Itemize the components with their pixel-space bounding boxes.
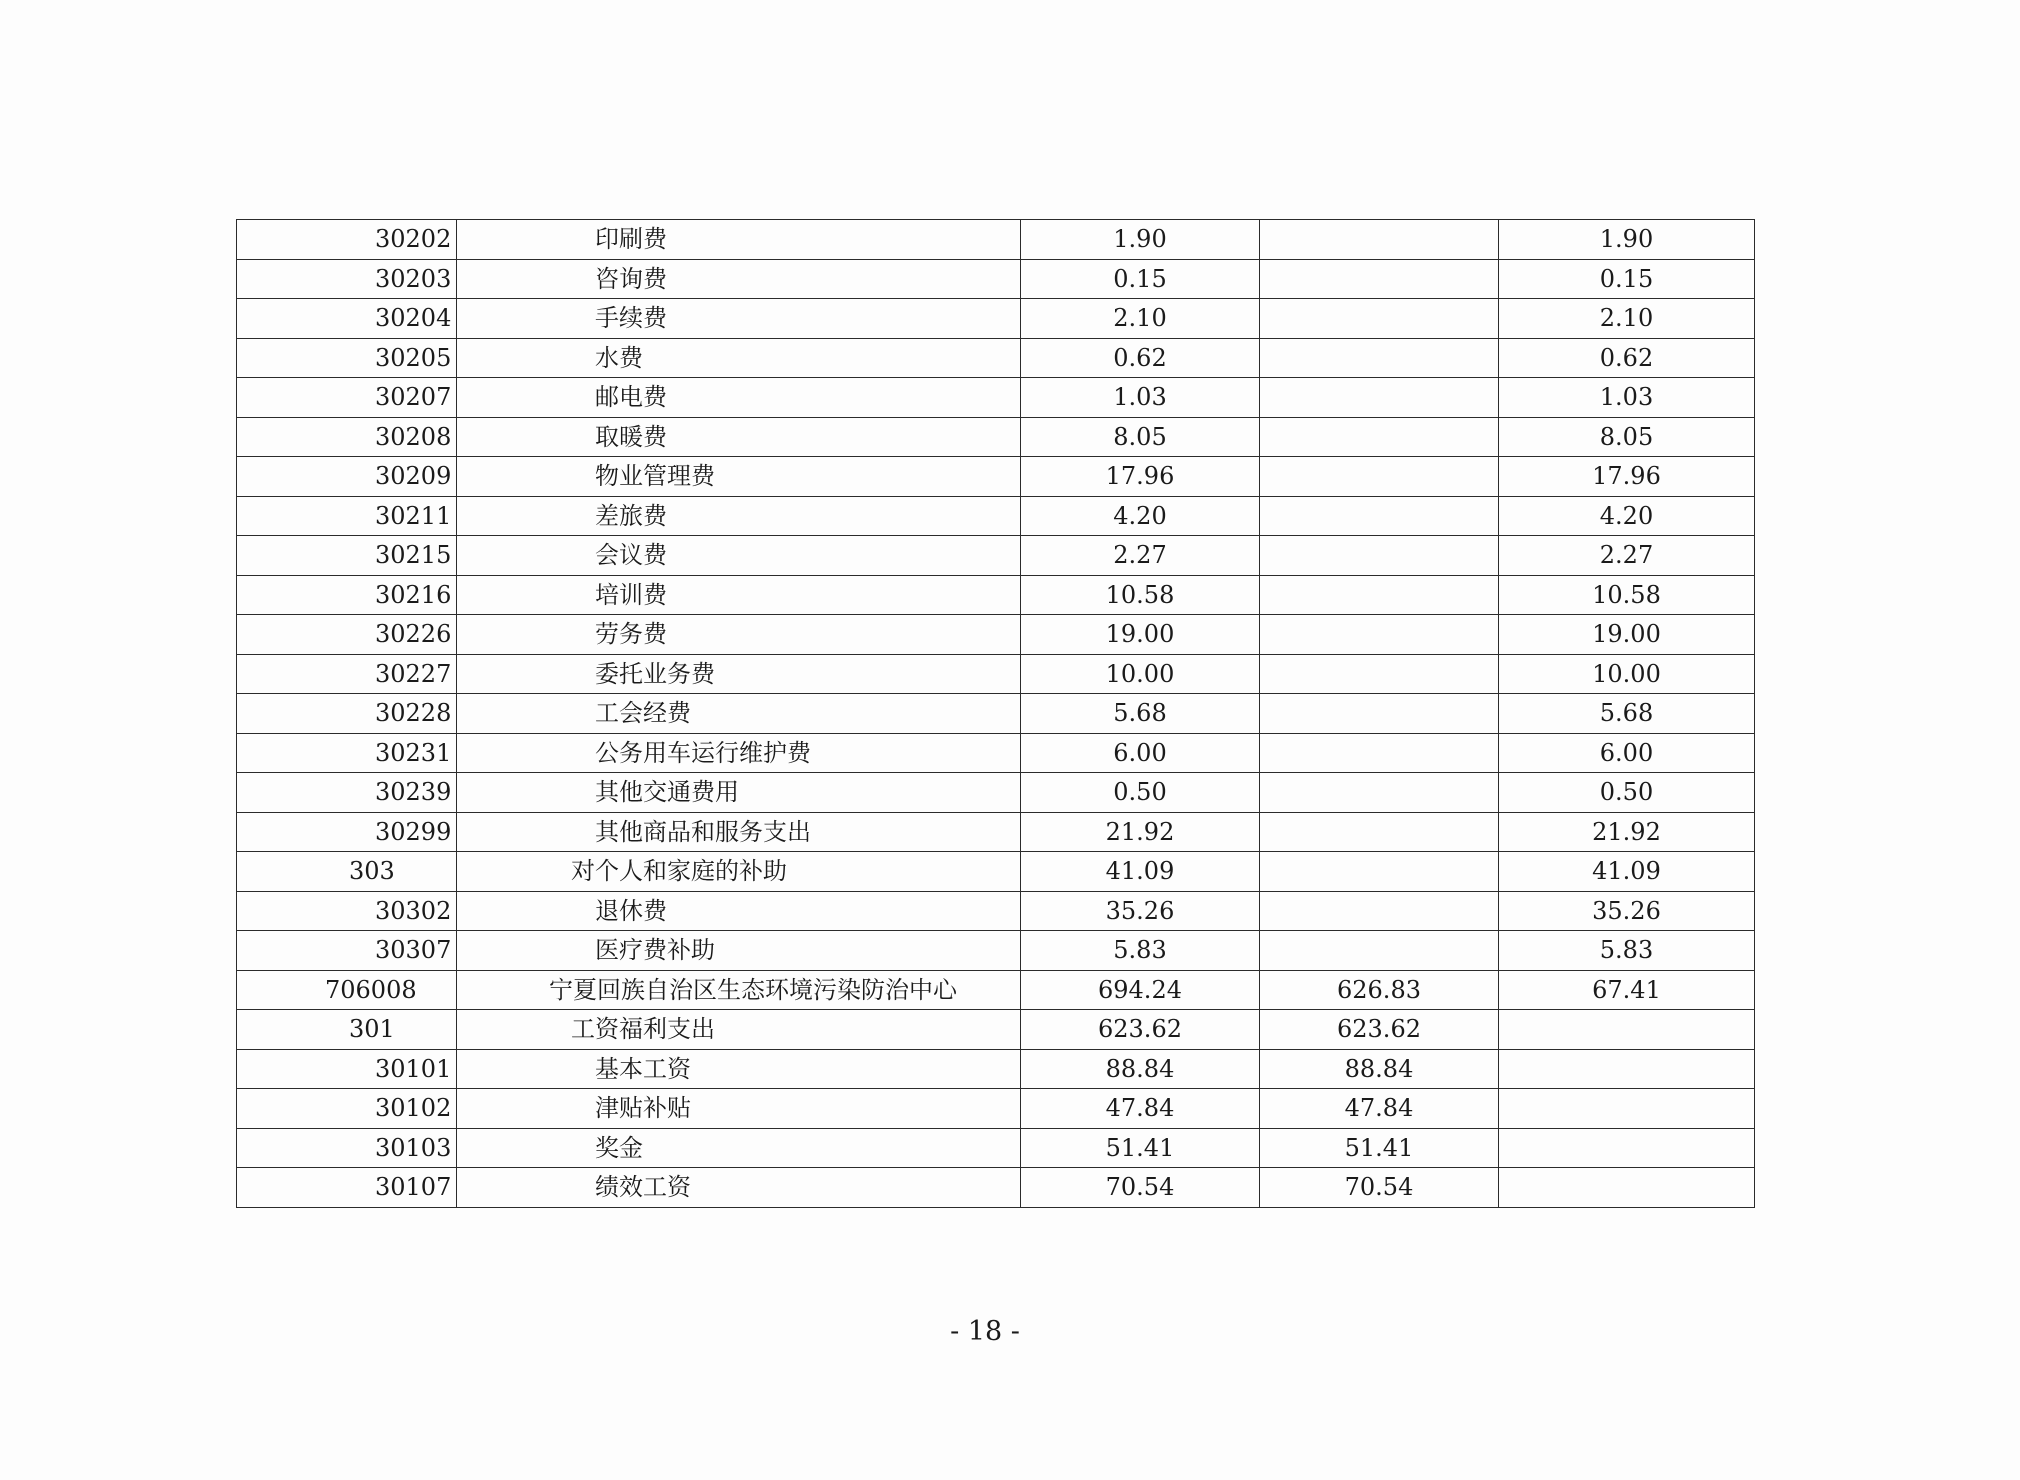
table-row (237, 338, 1755, 378)
row-project-amount: 6.00 (1499, 733, 1755, 773)
row-code: 30204 (237, 299, 457, 339)
row-basic-amount: 51.41 (1260, 1128, 1499, 1168)
table-row (237, 615, 1755, 655)
row-basic-amount (1260, 694, 1499, 734)
table-row (237, 259, 1755, 299)
row-code: 706008 (237, 970, 457, 1010)
row-code: 301 (237, 1010, 457, 1050)
row-project-amount: 21.92 (1499, 812, 1755, 852)
row-basic-amount (1260, 654, 1499, 694)
page-number: - 18 - (950, 1316, 1020, 1347)
row-code: 30215 (237, 536, 457, 576)
row-project-amount: 1.03 (1499, 378, 1755, 418)
row-total-amount: 10.58 (1021, 575, 1260, 615)
row-project-amount: 2.10 (1499, 299, 1755, 339)
row-project-amount: 1.90 (1499, 220, 1755, 260)
row-code: 30226 (237, 615, 457, 655)
row-total-amount: 17.96 (1021, 457, 1260, 497)
row-item-name: 工资福利支出 (457, 1010, 1021, 1050)
row-total-amount: 0.50 (1021, 773, 1260, 813)
row-project-amount: 2.27 (1499, 536, 1755, 576)
row-code: 30227 (237, 654, 457, 694)
row-code: 30307 (237, 931, 457, 971)
row-total-amount: 35.26 (1021, 891, 1260, 931)
table-row (237, 1089, 1755, 1129)
row-basic-amount (1260, 417, 1499, 457)
table-row (237, 733, 1755, 773)
row-basic-amount (1260, 891, 1499, 931)
row-project-amount: 10.00 (1499, 654, 1755, 694)
row-basic-amount: 47.84 (1260, 1089, 1499, 1129)
row-total-amount: 2.10 (1021, 299, 1260, 339)
table-row (237, 812, 1755, 852)
row-code: 30228 (237, 694, 457, 734)
row-basic-amount (1260, 378, 1499, 418)
row-item-name: 医疗费补助 (457, 931, 1021, 971)
row-item-name: 其他交通费用 (457, 773, 1021, 813)
row-basic-amount (1260, 931, 1499, 971)
row-item-name: 会议费 (457, 536, 1021, 576)
row-basic-amount: 88.84 (1260, 1049, 1499, 1089)
row-code: 30208 (237, 417, 457, 457)
row-item-name: 咨询费 (457, 259, 1021, 299)
row-basic-amount (1260, 496, 1499, 536)
row-total-amount: 6.00 (1021, 733, 1260, 773)
row-project-amount: 17.96 (1499, 457, 1755, 497)
row-project-amount: 41.09 (1499, 852, 1755, 892)
row-total-amount: 51.41 (1021, 1128, 1260, 1168)
row-total-amount: 1.03 (1021, 378, 1260, 418)
row-item-name: 宁夏回族自治区生态环境污染防治中心 (457, 970, 1021, 1010)
row-project-amount: 5.68 (1499, 694, 1755, 734)
table-row (237, 931, 1755, 971)
row-item-name: 邮电费 (457, 378, 1021, 418)
row-project-amount: 0.50 (1499, 773, 1755, 813)
row-code: 30203 (237, 259, 457, 299)
row-code: 30102 (237, 1089, 457, 1129)
row-total-amount: 2.27 (1021, 536, 1260, 576)
table-row (237, 773, 1755, 813)
row-basic-amount (1260, 220, 1499, 260)
row-basic-amount (1260, 812, 1499, 852)
row-basic-amount: 623.62 (1260, 1010, 1499, 1050)
table-row (237, 1010, 1755, 1050)
row-basic-amount (1260, 457, 1499, 497)
table-row (237, 417, 1755, 457)
table-row (237, 457, 1755, 497)
table-row (237, 299, 1755, 339)
row-item-name: 基本工资 (457, 1049, 1021, 1089)
row-project-amount: 8.05 (1499, 417, 1755, 457)
table-row (237, 1168, 1755, 1208)
row-total-amount: 5.68 (1021, 694, 1260, 734)
row-code: 303 (237, 852, 457, 892)
row-project-amount: 10.58 (1499, 575, 1755, 615)
row-project-amount: 5.83 (1499, 931, 1755, 971)
row-code: 30205 (237, 338, 457, 378)
table-row (237, 654, 1755, 694)
row-code: 30216 (237, 575, 457, 615)
row-total-amount: 694.24 (1021, 970, 1260, 1010)
row-item-name: 公务用车运行维护费 (457, 733, 1021, 773)
row-item-name: 委托业务费 (457, 654, 1021, 694)
row-project-amount: 19.00 (1499, 615, 1755, 655)
row-total-amount: 0.62 (1021, 338, 1260, 378)
row-item-name: 退休费 (457, 891, 1021, 931)
row-project-amount: 35.26 (1499, 891, 1755, 931)
row-basic-amount (1260, 575, 1499, 615)
table-row (237, 1128, 1755, 1168)
row-code: 30299 (237, 812, 457, 852)
row-project-amount (1499, 1010, 1755, 1050)
row-code: 30239 (237, 773, 457, 813)
row-code: 30107 (237, 1168, 457, 1208)
row-total-amount: 4.20 (1021, 496, 1260, 536)
table-row (237, 536, 1755, 576)
row-project-amount (1499, 1089, 1755, 1129)
row-total-amount: 88.84 (1021, 1049, 1260, 1089)
row-basic-amount (1260, 773, 1499, 813)
row-total-amount: 70.54 (1021, 1168, 1260, 1208)
table-row (237, 852, 1755, 892)
row-total-amount: 21.92 (1021, 812, 1260, 852)
table-row (237, 575, 1755, 615)
row-total-amount: 5.83 (1021, 931, 1260, 971)
row-item-name: 培训费 (457, 575, 1021, 615)
table-row (237, 1049, 1755, 1089)
row-project-amount: 67.41 (1499, 970, 1755, 1010)
row-item-name: 其他商品和服务支出 (457, 812, 1021, 852)
table-row (237, 970, 1755, 1010)
row-item-name: 津贴补贴 (457, 1089, 1021, 1129)
row-item-name: 工会经费 (457, 694, 1021, 734)
row-project-amount (1499, 1128, 1755, 1168)
row-item-name: 手续费 (457, 299, 1021, 339)
row-code: 30209 (237, 457, 457, 497)
row-total-amount: 623.62 (1021, 1010, 1260, 1050)
row-basic-amount (1260, 733, 1499, 773)
row-project-amount: 0.62 (1499, 338, 1755, 378)
row-basic-amount: 626.83 (1260, 970, 1499, 1010)
row-project-amount: 0.15 (1499, 259, 1755, 299)
row-code: 30202 (237, 220, 457, 260)
row-basic-amount (1260, 299, 1499, 339)
row-total-amount: 41.09 (1021, 852, 1260, 892)
row-code: 30231 (237, 733, 457, 773)
row-item-name: 水费 (457, 338, 1021, 378)
row-item-name: 劳务费 (457, 615, 1021, 655)
row-code: 30211 (237, 496, 457, 536)
row-item-name: 差旅费 (457, 496, 1021, 536)
row-total-amount: 47.84 (1021, 1089, 1260, 1129)
row-basic-amount (1260, 338, 1499, 378)
row-project-amount (1499, 1168, 1755, 1208)
table-row (237, 220, 1755, 260)
row-code: 30101 (237, 1049, 457, 1089)
row-basic-amount (1260, 852, 1499, 892)
row-item-name: 印刷费 (457, 220, 1021, 260)
row-basic-amount (1260, 615, 1499, 655)
row-total-amount: 19.00 (1021, 615, 1260, 655)
row-basic-amount (1260, 259, 1499, 299)
table-row (237, 496, 1755, 536)
row-item-name: 对个人和家庭的补助 (457, 852, 1021, 892)
row-item-name: 绩效工资 (457, 1168, 1021, 1208)
row-total-amount: 0.15 (1021, 259, 1260, 299)
row-total-amount: 1.90 (1021, 220, 1260, 260)
row-item-name: 奖金 (457, 1128, 1021, 1168)
row-code: 30103 (237, 1128, 457, 1168)
row-total-amount: 10.00 (1021, 654, 1260, 694)
row-basic-amount: 70.54 (1260, 1168, 1499, 1208)
table-body (237, 220, 1755, 1208)
table-row (237, 378, 1755, 418)
row-item-name: 取暖费 (457, 417, 1021, 457)
row-code: 30302 (237, 891, 457, 931)
expenditure-table (236, 219, 1755, 1208)
row-basic-amount (1260, 536, 1499, 576)
row-item-name: 物业管理费 (457, 457, 1021, 497)
table-row (237, 694, 1755, 734)
row-project-amount: 4.20 (1499, 496, 1755, 536)
row-code: 30207 (237, 378, 457, 418)
table-row (237, 891, 1755, 931)
row-project-amount (1499, 1049, 1755, 1089)
row-total-amount: 8.05 (1021, 417, 1260, 457)
